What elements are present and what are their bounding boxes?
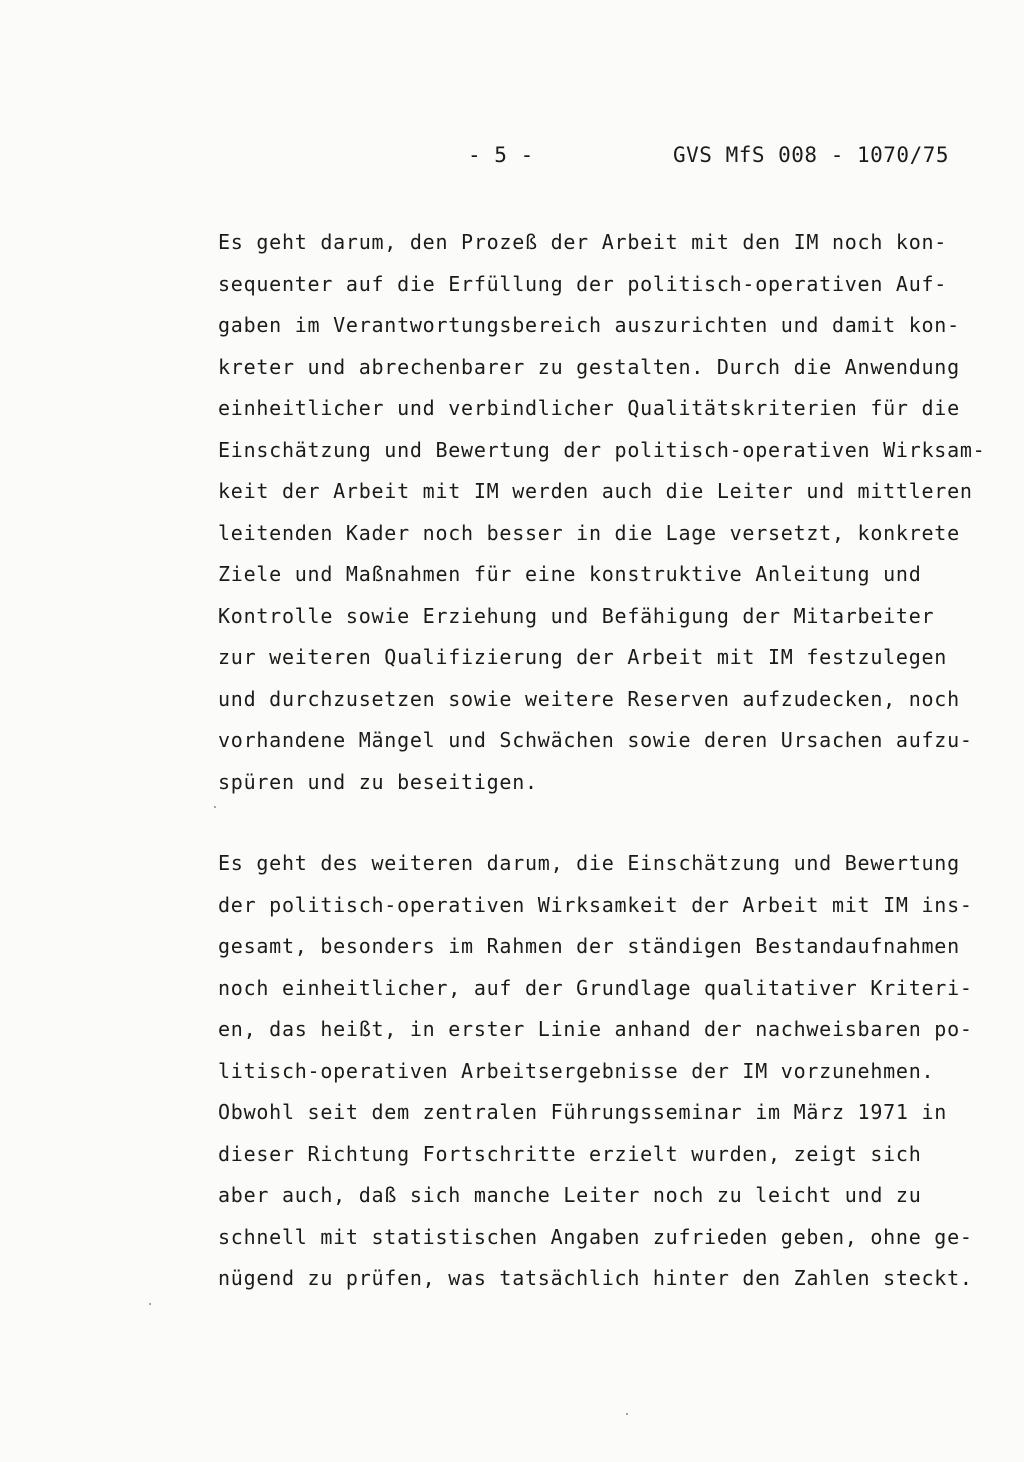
text-line: zur weiteren Qualifizierung der Arbeit mit IM festzulegen bbox=[218, 645, 948, 669]
text-line: Kontrolle sowie Erziehung und Befähigung der Mitarbeiter bbox=[218, 603, 935, 628]
text-line: einheitlicher und verbindlicher Qualitätskriterien für die bbox=[218, 396, 960, 420]
text-line: gesamt, besonders im Rahmen der ständigen Bestandaufnahmen bbox=[218, 934, 960, 958]
text-line: vorhandene Mängel und Schwächen sowie deren Ursachen aufzu- bbox=[218, 728, 973, 752]
text-line: Ziele und Maßnahmen für eine konstruktive Anleitung und bbox=[218, 562, 922, 586]
text-line: sequenter auf die Erfüllung der politisch-operativen Auf- bbox=[218, 271, 948, 296]
paragraph-1 bbox=[218, 222, 988, 803]
text-line: en, das heißt, in erster Linie anhand der nachweisbaren po- bbox=[218, 1017, 973, 1041]
text-line: kreter und abrechenbarer zu gestalten. Durch die Anwendung bbox=[218, 354, 960, 379]
text-line: leitenden Kader noch besser in die Lage versetzt, konkrete bbox=[218, 520, 960, 545]
text-line: noch einheitlicher, auf der Grundlage qualitativer Kriteri- bbox=[218, 975, 973, 1000]
text-line: keit der Arbeit mit IM werden auch die Leiter und mittleren bbox=[218, 479, 973, 503]
paper-speck bbox=[149, 1303, 151, 1305]
text-line: nügend zu prüfen, was tatsächlich hinter den Zahlen steckt. bbox=[218, 1266, 973, 1290]
page-number: - 5 - bbox=[468, 143, 534, 167]
text-line: Es geht des weiteren darum, die Einschätzung und Bewertung bbox=[218, 851, 960, 875]
paper-speck bbox=[214, 806, 216, 808]
document-reference: GVS MfS 008 - 1070/75 bbox=[673, 143, 950, 167]
text-line: dieser Richtung Fortschritte erzielt wurden, zeigt sich bbox=[218, 1141, 922, 1166]
text-line: aber auch, daß sich manche Leiter noch zu leicht und zu bbox=[218, 1183, 922, 1207]
text-line: der politisch-operativen Wirksamkeit der Arbeit mit IM ins- bbox=[218, 892, 973, 917]
text-line: litisch-operativen Arbeitsergebnisse der IM vorzunehmen. bbox=[218, 1058, 935, 1083]
text-line: spüren und zu beseitigen. bbox=[218, 769, 538, 794]
page-header bbox=[0, 143, 1024, 173]
paragraph-2 bbox=[218, 843, 988, 1300]
paper-speck bbox=[626, 1413, 628, 1415]
text-line: Es geht darum, den Prozeß der Arbeit mit den IM noch kon- bbox=[218, 230, 948, 254]
text-line: Einschätzung und Bewertung der politisch-operativen Wirksam- bbox=[218, 437, 986, 462]
text-line: gaben im Verantwortungsbereich auszurichten und damit kon- bbox=[218, 313, 960, 337]
text-line: schnell mit statistischen Angaben zufrieden geben, ohne ge- bbox=[218, 1224, 973, 1249]
text-line: und durchzusetzen sowie weitere Reserven aufzudecken, noch bbox=[218, 686, 960, 711]
text-line: Obwohl seit dem zentralen Führungsseminar im März 1971 in bbox=[218, 1100, 948, 1124]
